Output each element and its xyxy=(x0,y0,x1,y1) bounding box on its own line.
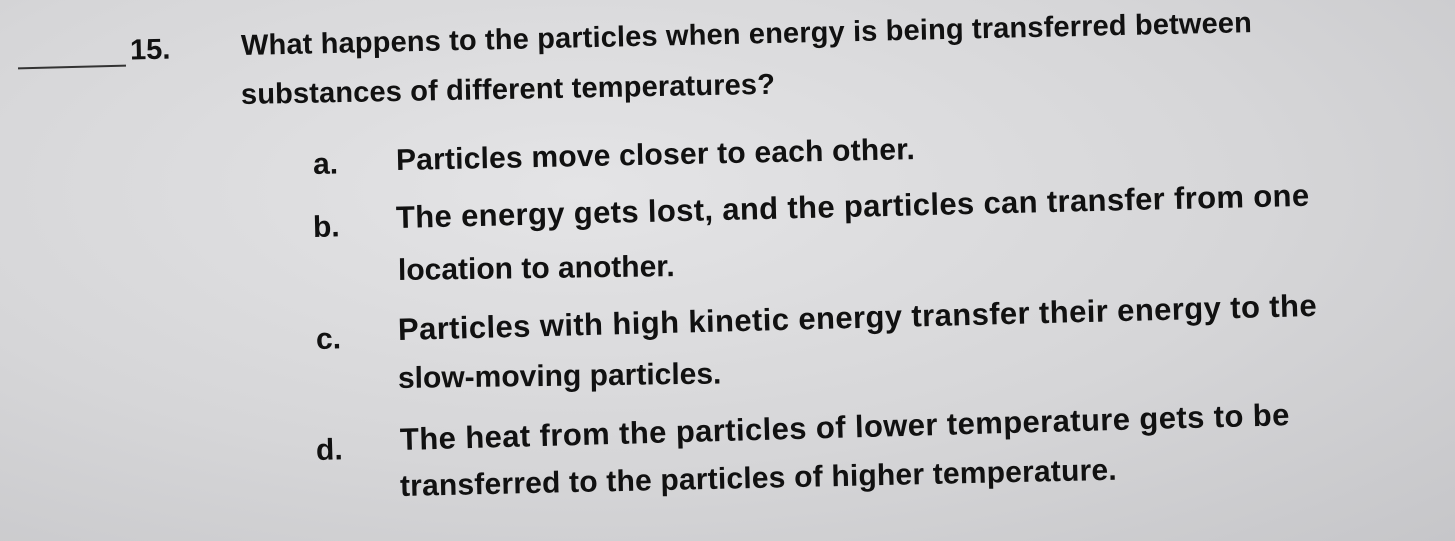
answer-blank-line xyxy=(18,65,126,70)
option-d-line-1: The heat from the particles of lower temperature gets to be xyxy=(399,397,1291,457)
question-number: 15. xyxy=(129,33,171,67)
question-stem-line-1: What happens to the particles when energy is being transferred between xyxy=(240,7,1253,62)
option-a-text: Particles move closer to each other. xyxy=(395,133,916,177)
option-d-line-2: transferred to the particles of higher temperature. xyxy=(399,453,1118,503)
option-c-line-2: slow-moving particles. xyxy=(397,357,722,395)
option-b-line-1: The energy gets lost, and the particles can transfer from one xyxy=(395,177,1310,235)
option-c-letter: c. xyxy=(315,322,342,356)
option-b-letter: b. xyxy=(312,210,341,244)
option-b-line-2: location to another. xyxy=(397,250,675,287)
option-c-line-1: Particles with high kinetic energy transfer their energy to the xyxy=(397,287,1318,347)
option-a-letter: a. xyxy=(312,147,339,181)
option-d-letter: d. xyxy=(315,433,344,467)
question-stem-line-2: substances of different temperatures? xyxy=(240,68,776,111)
